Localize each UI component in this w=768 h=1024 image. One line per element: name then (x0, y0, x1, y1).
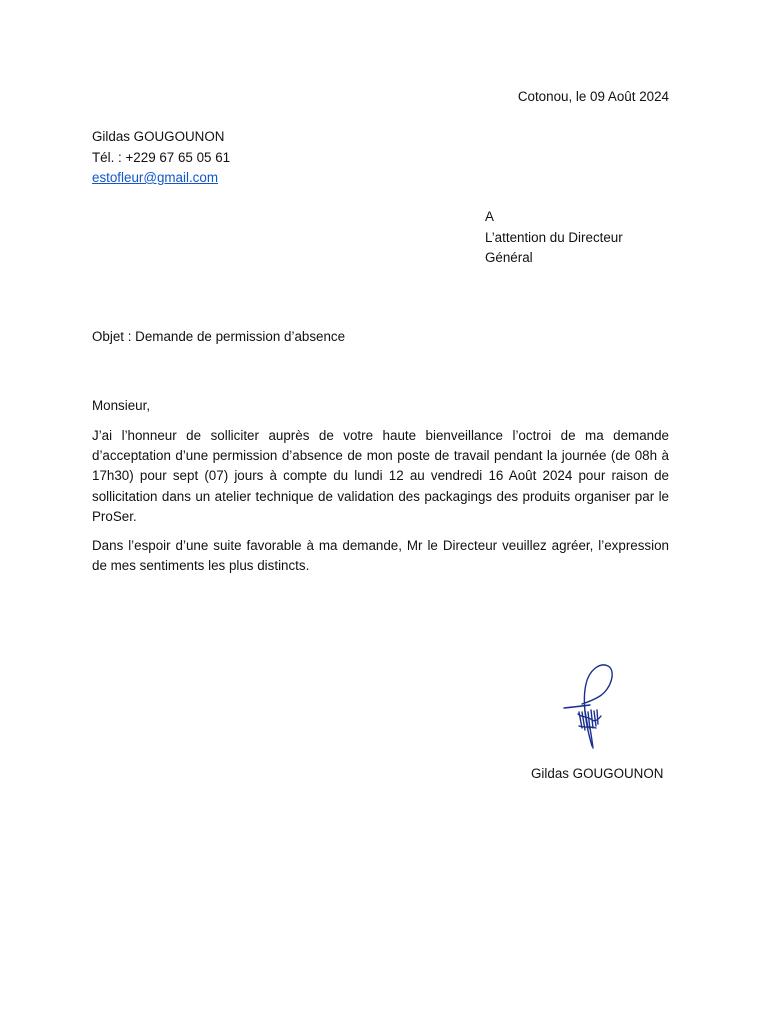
recipient-line-3: Général (485, 250, 533, 265)
letter-salutation: Monsieur, (92, 398, 151, 413)
sender-name: Gildas GOUGOUNON (92, 129, 225, 144)
recipient-block (485, 207, 623, 269)
letter-subject: Objet : Demande de permission d’absence (92, 329, 346, 344)
sender-phone: Tél. : +229 67 65 05 61 (92, 149, 231, 165)
handwritten-signature (552, 656, 630, 752)
body-paragraph-2: Dans l’espoir d’une suite favorable à ma demande, Mr le Directeur veuillez agréer, l’expression de mes sentiments les plus distincts. (92, 538, 669, 574)
recipient-line-1: A (485, 209, 494, 224)
signature-name: Gildas GOUGOUNON (531, 766, 664, 781)
sender-email-link[interactable]: estofleur@gmail.com (92, 170, 218, 185)
sender-block (92, 127, 230, 189)
recipient-line-2: L’attention du Directeur (485, 229, 623, 245)
body-paragraph-1: J’ai l’honneur de solliciter auprès de votre haute bienveillance l’octroi de ma demande d’acceptation d’une permission d’absence de mon poste de travail pendant la journée (de 08h à 17h30) pour sept (07) jours à compte du lundi 12 au vendredi 16 Août 2024 pour raison de sollicitation dans un atelier technique de validation des packagings des produits organiser par le ProSer. (92, 428, 669, 524)
place-date: Cotonou, le 09 Août 2024 (517, 89, 669, 104)
